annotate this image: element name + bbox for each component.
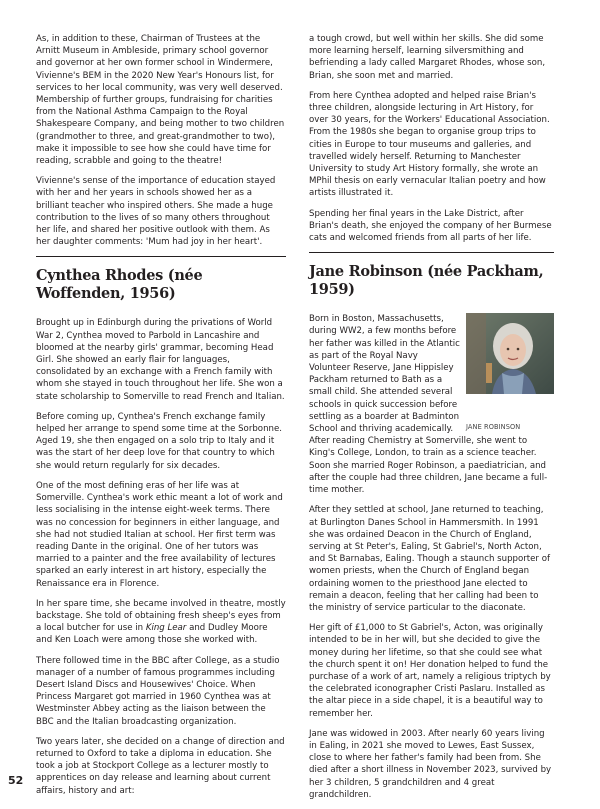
- vivienne-paragraph-2: Vivienne's sense of the importance of education stayed with her and her years in schools showed her as a brilliant teacher who inspired others. She made a huge contribution to the lives of so many others throughout her life, and shared her positive outlook with them. As her daughter comments: 'Mum had joy in her heart'.: [36, 176, 276, 248]
- cynthea-heading: Cynthea Rhodes (née Woffenden, 1956): [36, 267, 203, 303]
- jane-paragraph-2: After they settled at school, Jane returned to teaching, at Burlington Danes School in Hammersmith. In 1991 she was ordained Deacon in the Church of England, serving at St Peter's, Ealing, St Gabriel's, North Acton, and St Barnabas, Ealing. Though a staunch supporter of women priests, when the Church of England began ordaining women to the priesthood Jane elected to remain a deacon, feeling that her calling had been to the ministry of service particular to the diaconate.: [309, 505, 550, 613]
- cynthea-paragraph-2: Before coming up, Cynthea's French exchange family helped her arrange to spend some time at the Sorbonne. Aged 19, she then engaged on a solo trip to Italy and it was the start of her deep love for that country to which she would return regularly for six decades.: [36, 411, 282, 471]
- page-number: 52: [8, 774, 24, 787]
- cynthea-paragraph-6: Two years later, she decided on a change of direction and returned to Oxford to take a diploma in education. She took a job at Stockport College as a lecturer mostly to apprentices on day release and learning about current affairs, history and art:: [36, 736, 285, 796]
- cynthea-paragraph-5: There followed time in the BBC after College, as a studio manager of a number of famous programmes including Desert Island Discs and Housewives' Choice. When Princess Margaret got married in 1960 Cynthea was at Westminster Abbey acting as the liaison between the BBC and the Italian broadcasting organization.: [36, 655, 280, 727]
- section-divider: [309, 252, 554, 253]
- cynthea-paragraph-1: Brought up in Edinburgh during the privations of World War 2, Cynthea moved to Parbold in Lancashire and bloomed at the nearby girls' grammar, becoming Head Girl. She showed an early flair for languages, consolidated by an exchange with a French family with whom she stayed in touch throughout her life. She won a state scholarship to Somerville to read French and Italian.: [36, 318, 285, 402]
- left-column: [36, 33, 286, 805]
- jane-paragraph-1: Born in Boston, Massachusetts, during WW2, a few months before her father was killed in the Atlantic as part of the Royal Navy Volunteer Reserve, Jane Hippisley Packham returned to Bath as a small child. She attended several schools in quick succession before settling as a boarder at Badminton School and thriving academically. After reading Chemistry at Somerville, she went to King's College, London, to train as a science teacher. Soon she married Roger Robinson, a paediatrician, and after the couple had three children, Jane became a full-time mother.: [309, 314, 548, 496]
- jane-paragraph-4: Jane was widowed in 2003. After nearly 60 years living in Ealing, in 2021 she moved to Lewes, East Sussex, close to where her father's family had been from. She died after a short illness in November 2023, survived by her 3 children, 5 grandchildren and 4 great grandchildren.: [309, 728, 552, 800]
- play-title: King Lear: [145, 623, 187, 634]
- jane-heading: Jane Robinson (née Packham, 1959): [309, 263, 544, 299]
- text-run: and Dudley Moore and Ken Loach were among those she worked with.: [36, 623, 268, 646]
- jane-paragraph-3: Her gift of £1,000 to St Gabriel's, Acton, was originally intended to be in her will, but she decided to give the money during her lifetime, so that she could see what the church spent it on! Her donation helped to fund the purchase of a work of art, namely a religious triptych by the celebrated iconographer Cristi Paslaru. Installed as the altar piece in a side chapel, it is a beautiful way to remember her.: [309, 623, 551, 719]
- photo-block: [466, 313, 554, 431]
- photo-caption: JANE ROBINSON: [466, 423, 521, 432]
- cynthea-paragraph-4: [36, 598, 286, 647]
- text-run: In her spare time, she became involved in theatre, mostly backstage. She told of obtaining fresh sheep's eyes from a local butcher for use in: [36, 598, 286, 634]
- vivienne-paragraph-1: As, in addition to these, Chairman of Trustees at the Arnitt Museum in Ambleside, primary school governor and governor at her own former school in Windermere, Vivienne's BEM in the 2020 New Year's Honours list, for services to her local community, was very well deserved. Membership of further groups, fundraising for charities from the National Asthma Campaign to the Royal Shakespeare Company, and being mother to two children (grandmother to three, and great-grandmother to two), make it impossible to see how she could have time for reading, scrabble and going to the theatre!: [36, 34, 285, 167]
- section-divider: [36, 256, 286, 257]
- cynthea-paragraph-3: One of the most defining eras of her life was at Somerville. Cynthea's work ethic meant a lot of work and less socialising in the intense eight-week terms. There was no concession for beginners in either language, and she had not studied Italian at school. Her first term was reading Dante in the original. One of her tutors was married to a painter and the free availability of lectures sparked an early interest in art history, especially the Renaissance era in Florence.: [36, 480, 283, 589]
- cynthea-paragraph-7: a tough crowd, but well within her skills. She did some more learning herself, learning silversmithing and befriending a lady called Margaret Rhodes, whose son, Brian, she soon met and married.: [309, 34, 546, 81]
- right-column: [309, 33, 554, 809]
- cynthea-paragraph-8: From here Cynthea adopted and helped raise Brian's three children, alongside lecturing in Art History, for over 30 years, for the Workers' Educational Association. From the 1980s she began to organise group trips to cities in Europe to tour museums and galleries, and travelled widely herself. Returning to Manchester University to study Art History formally, she wrote an MPhil thesis on early vernacular Italian poetry and how artists illustrated it.: [309, 90, 550, 199]
- jane-robinson-photo: [466, 313, 554, 394]
- cynthea-paragraph-9: Spending her final years in the Lake District, after Brian's death, she enjoyed the company of her Burmese cats and welcomed friends from all parts of her life.: [309, 208, 552, 244]
